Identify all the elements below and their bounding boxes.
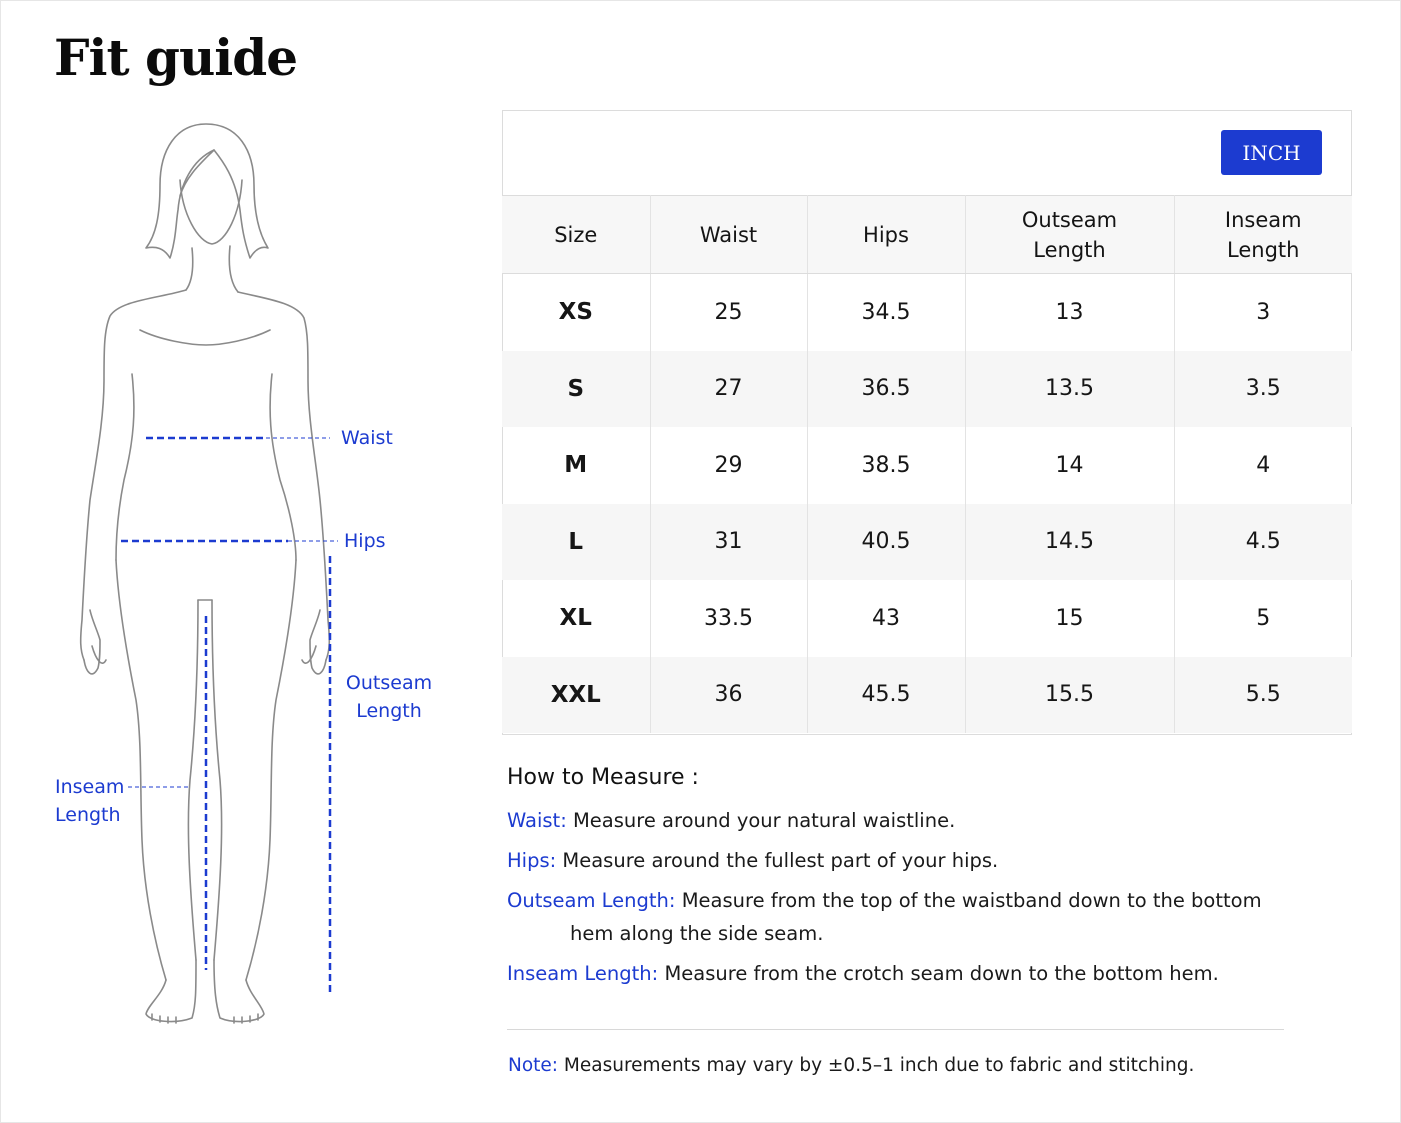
inseam-cell: 4	[1256, 452, 1271, 478]
size-chart-panel	[502, 110, 1352, 735]
table-row	[502, 427, 1352, 504]
inseam-cell: 5	[1256, 605, 1271, 631]
measure-item	[507, 804, 1307, 837]
outseam-cell: 15	[965, 580, 1174, 657]
column-header: Inseam Length	[1174, 196, 1352, 274]
note-term: Note:	[508, 1055, 559, 1076]
unit-toggle-button[interactable]: INCH	[1221, 130, 1322, 175]
outseam-cell: 13	[965, 274, 1174, 351]
hips-cell: 43	[807, 580, 965, 657]
inseam-label-line2: Length	[55, 804, 121, 826]
waist-cell: 36	[650, 657, 807, 734]
note-line	[508, 1055, 1194, 1076]
hips-cell: 40.5	[807, 504, 965, 581]
table-row	[502, 274, 1352, 351]
inseam-cell: 3.5	[1174, 351, 1352, 428]
hips-cell: 38.5	[807, 427, 965, 504]
waist-cell: 31	[650, 504, 807, 581]
waist-cell: 33.5	[650, 580, 807, 657]
size-cell: M	[502, 427, 650, 504]
measure-description: Measure from the crotch seam down to the bottom hem.	[664, 962, 1219, 985]
inseam-cell: 3	[1256, 299, 1271, 325]
outseam-label	[340, 669, 438, 725]
inseam-label-line1: Inseam	[55, 776, 125, 798]
outseam-cell: 14	[965, 427, 1174, 504]
size-table	[502, 195, 1352, 733]
table-row	[502, 351, 1352, 428]
table-row	[502, 580, 1352, 657]
hips-label: Hips	[344, 530, 386, 552]
size-cell: S	[502, 351, 650, 428]
measure-item	[507, 844, 1307, 877]
hips-cell: 36.5	[807, 351, 965, 428]
how-to-measure-heading: How to Measure :	[507, 765, 699, 790]
outseam-cell: 13.5	[965, 351, 1174, 428]
measure-term: Outseam Length:	[507, 889, 676, 912]
outseam-cell: 15.5	[965, 657, 1174, 734]
measure-item	[507, 957, 1307, 990]
measure-term: Hips:	[507, 849, 557, 872]
column-header: Waist	[650, 196, 807, 274]
waist-label: Waist	[341, 427, 393, 449]
table-header-row	[502, 196, 1352, 274]
size-cell: XXL	[502, 657, 650, 734]
measure-description: Measure from the top of the waistband down to the bottom	[681, 889, 1262, 912]
waist-cell: 25	[650, 274, 807, 351]
column-header: Outseam Length	[965, 196, 1174, 274]
measure-description: Measure around your natural waistline.	[572, 809, 956, 832]
measure-item	[507, 884, 1307, 950]
hips-cell: 34.5	[807, 274, 965, 351]
measure-description: Measure around the fullest part of your hips.	[562, 849, 999, 872]
outseam-label-line1: Outseam	[345, 672, 433, 694]
table-body	[502, 274, 1352, 734]
size-cell: L	[502, 504, 650, 581]
measure-term: Waist:	[507, 809, 567, 832]
measure-description-continued: hem along the side seam.	[570, 922, 824, 945]
table-row	[502, 504, 1352, 581]
inseam-cell: 4.5	[1174, 504, 1352, 581]
outseam-cell: 14.5	[965, 504, 1174, 581]
inseam-label	[55, 773, 124, 829]
column-header: Size	[502, 196, 650, 274]
measure-term: Inseam Length:	[507, 962, 659, 985]
size-cell: XL	[502, 580, 650, 657]
column-header: Hips	[807, 196, 965, 274]
outseam-label-line2: Length	[356, 700, 422, 722]
female-body-outline-icon	[0, 100, 440, 1030]
inseam-cell: 5.5	[1174, 657, 1352, 734]
size-cell: XS	[502, 274, 650, 351]
hips-cell: 45.5	[807, 657, 965, 734]
how-to-measure-section	[507, 765, 1307, 997]
note-text: Measurements may vary by ±0.5–1 inch due to fabric and stitching.	[563, 1055, 1195, 1076]
table-row	[502, 657, 1352, 734]
waist-cell: 27	[650, 351, 807, 428]
page-title: Fit guide	[54, 28, 298, 87]
waist-cell: 29	[650, 427, 807, 504]
measure-list	[507, 804, 1307, 990]
divider	[507, 1029, 1284, 1030]
